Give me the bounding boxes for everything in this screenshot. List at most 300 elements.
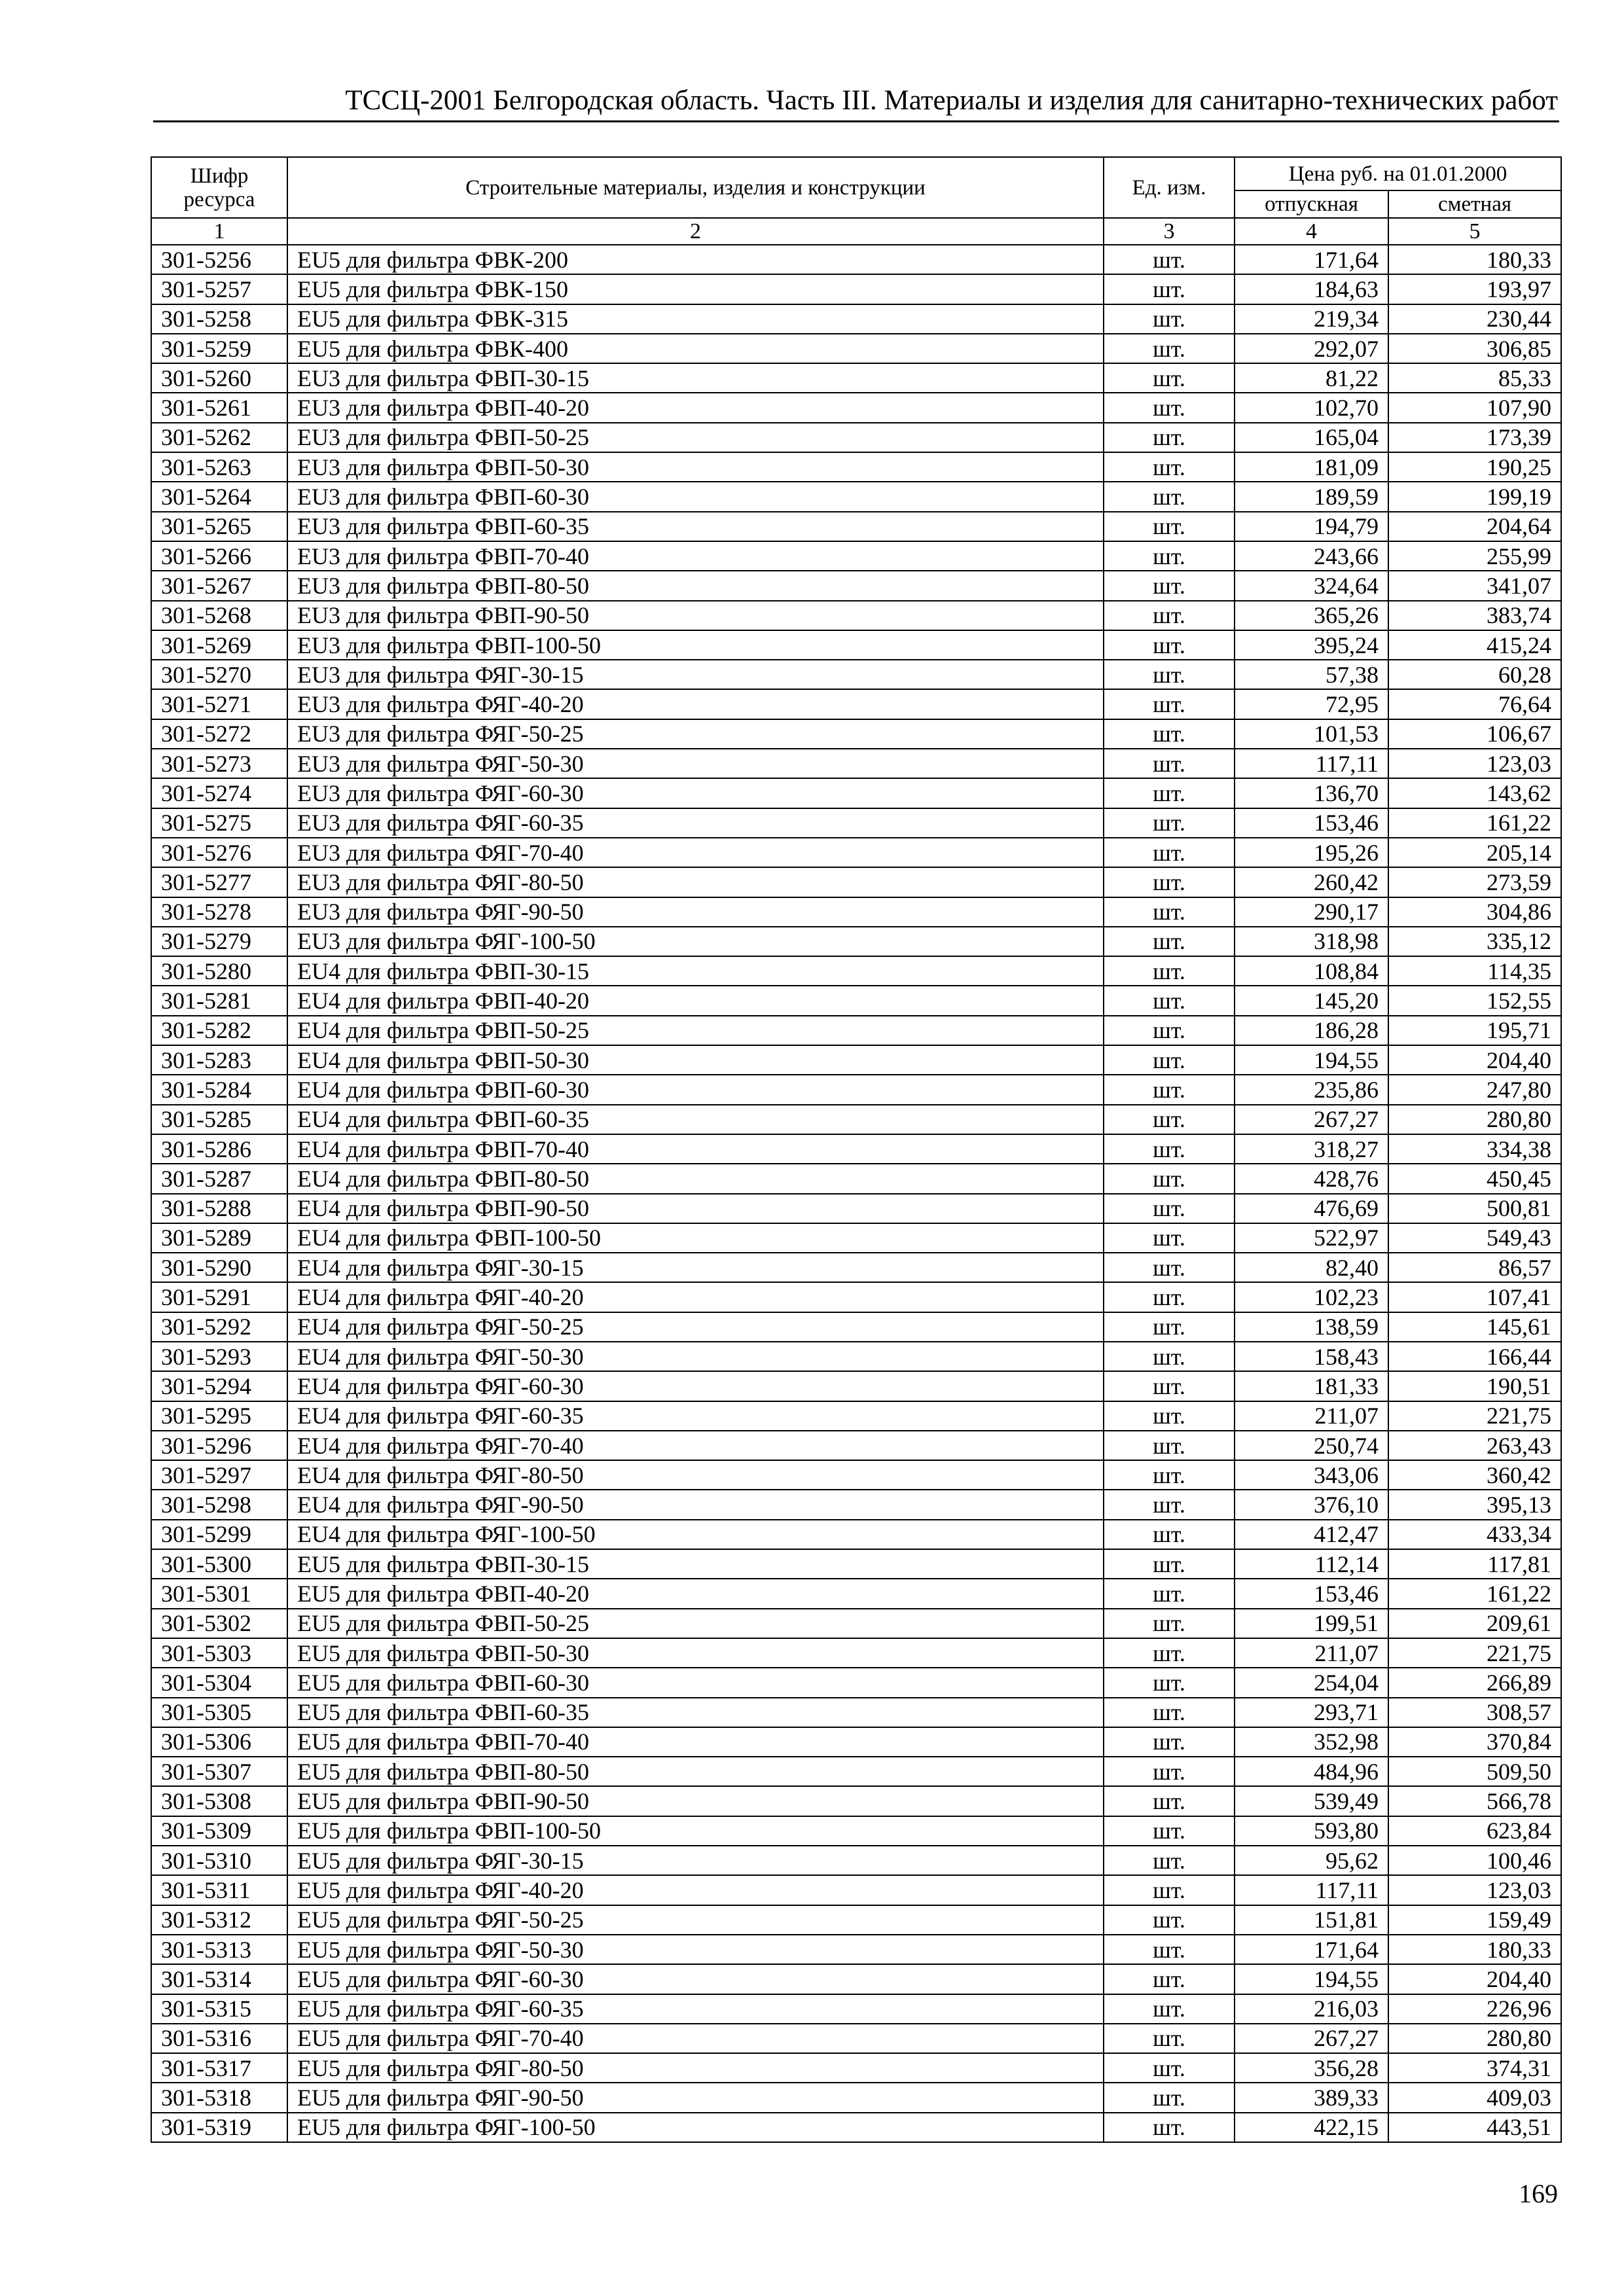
- cell-name: EU5 для фильтра ФВП-60-30: [287, 1668, 1104, 1697]
- cell-unit: шт.: [1104, 1253, 1235, 1282]
- cell-code: 301-5277: [151, 867, 287, 897]
- cell-code: 301-5315: [151, 1994, 287, 2024]
- cell-code: 301-5307: [151, 1757, 287, 1786]
- cell-price: 267,27: [1235, 2024, 1388, 2053]
- cell-code: 301-5296: [151, 1431, 287, 1460]
- cell-price: 522,97: [1235, 1223, 1388, 1253]
- cell-name: EU5 для фильтра ФВП-70-40: [287, 1727, 1104, 1757]
- cell-name: EU5 для фильтра ФВК-200: [287, 245, 1104, 274]
- cell-name: EU5 для фильтра ФВП-50-25: [287, 1609, 1104, 1638]
- cell-name: EU3 для фильтра ФВП-100-50: [287, 630, 1104, 660]
- cell-code: 301-5308: [151, 1786, 287, 1816]
- cell-code: 301-5265: [151, 512, 287, 541]
- table-row: [151, 1401, 1561, 1431]
- table-row: [151, 867, 1561, 897]
- cell-unit: шт.: [1104, 2024, 1235, 2053]
- cell-code: 301-5286: [151, 1134, 287, 1164]
- cell-unit: шт.: [1104, 1282, 1235, 1312]
- cell-price: 395,24: [1235, 630, 1388, 660]
- cell-price: 153,46: [1235, 808, 1388, 838]
- cell-estimate: 161,22: [1388, 1579, 1561, 1608]
- cell-code: 301-5310: [151, 1846, 287, 1875]
- cell-estimate: 374,31: [1388, 2053, 1561, 2083]
- cell-code: 301-5309: [151, 1816, 287, 1846]
- cell-unit: шт.: [1104, 1490, 1235, 1519]
- table-row: [151, 1016, 1561, 1045]
- table-row: [151, 1045, 1561, 1075]
- cell-code: 301-5285: [151, 1105, 287, 1134]
- cell-unit: шт.: [1104, 1342, 1235, 1371]
- cell-name: EU4 для фильтра ФВП-100-50: [287, 1223, 1104, 1253]
- cell-name: EU4 для фильтра ФЯГ-60-35: [287, 1401, 1104, 1431]
- page-number: 169: [1519, 2179, 1558, 2208]
- cell-unit: шт.: [1104, 601, 1235, 630]
- cell-unit: шт.: [1104, 1401, 1235, 1431]
- cell-estimate: 566,78: [1388, 1786, 1561, 1816]
- cell-name: EU5 для фильтра ФВП-60-35: [287, 1698, 1104, 1727]
- cell-price: 356,28: [1235, 2053, 1388, 2083]
- cell-price: 235,86: [1235, 1075, 1388, 1104]
- cell-estimate: 221,75: [1388, 1638, 1561, 1668]
- cell-unit: шт.: [1104, 956, 1235, 986]
- cell-price: 57,38: [1235, 660, 1388, 689]
- cell-unit: шт.: [1104, 1935, 1235, 1964]
- table-row: [151, 1105, 1561, 1134]
- cell-price: 194,79: [1235, 512, 1388, 541]
- cell-estimate: 395,13: [1388, 1490, 1561, 1519]
- cell-estimate: 334,38: [1388, 1134, 1561, 1164]
- cell-estimate: 152,55: [1388, 986, 1561, 1015]
- table-row: [151, 838, 1561, 867]
- cell-price: 476,69: [1235, 1194, 1388, 1223]
- cell-name: EU4 для фильтра ФВП-70-40: [287, 1134, 1104, 1164]
- table-row: [151, 1253, 1561, 1282]
- cell-name: EU4 для фильтра ФВП-60-35: [287, 1105, 1104, 1134]
- cell-price: 145,20: [1235, 986, 1388, 1015]
- cell-price: 211,07: [1235, 1401, 1388, 1431]
- cell-estimate: 166,44: [1388, 1342, 1561, 1371]
- cell-name: EU4 для фильтра ФЯГ-80-50: [287, 1460, 1104, 1490]
- cell-price: 352,98: [1235, 1727, 1388, 1757]
- cell-estimate: 190,51: [1388, 1371, 1561, 1401]
- cell-name: EU3 для фильтра ФВП-30-15: [287, 363, 1104, 393]
- table-row: [151, 1579, 1561, 1608]
- cell-price: 102,70: [1235, 393, 1388, 422]
- table-row: [151, 1075, 1561, 1104]
- cell-name: EU5 для фильтра ФВК-315: [287, 304, 1104, 334]
- cell-code: 301-5298: [151, 1490, 287, 1519]
- cell-estimate: 86,57: [1388, 1253, 1561, 1282]
- cell-unit: шт.: [1104, 1994, 1235, 2024]
- cell-price: 290,17: [1235, 897, 1388, 927]
- cell-price: 189,59: [1235, 482, 1388, 511]
- col-number-3: 3: [1104, 218, 1235, 245]
- cell-unit: шт.: [1104, 363, 1235, 393]
- cell-name: EU5 для фильтра ФЯГ-90-50: [287, 2083, 1104, 2112]
- cell-code: 301-5300: [151, 1549, 287, 1579]
- cell-price: 318,27: [1235, 1134, 1388, 1164]
- cell-estimate: 209,61: [1388, 1609, 1561, 1638]
- cell-unit: шт.: [1104, 1757, 1235, 1786]
- table-row: [151, 1698, 1561, 1727]
- cell-code: 301-5266: [151, 541, 287, 571]
- col-number-4: 4: [1235, 218, 1388, 245]
- col-header-estimate: сметная: [1388, 190, 1561, 218]
- cell-name: EU4 для фильтра ФВП-50-30: [287, 1045, 1104, 1075]
- cell-price: 199,51: [1235, 1609, 1388, 1638]
- table-row: [151, 541, 1561, 571]
- cell-price: 194,55: [1235, 1964, 1388, 1994]
- cell-unit: шт.: [1104, 393, 1235, 422]
- cell-name: EU5 для фильтра ФЯГ-50-25: [287, 1905, 1104, 1935]
- cell-estimate: 161,22: [1388, 808, 1561, 838]
- cell-code: 301-5299: [151, 1520, 287, 1549]
- cell-estimate: 308,57: [1388, 1698, 1561, 1727]
- cell-code: 301-5302: [151, 1609, 287, 1638]
- cell-estimate: 226,96: [1388, 1994, 1561, 2024]
- cell-price: 593,80: [1235, 1816, 1388, 1846]
- col-header-price-group: Цена руб. на 01.01.2000: [1235, 157, 1561, 190]
- table-row: [151, 482, 1561, 511]
- cell-code: 301-5278: [151, 897, 287, 927]
- price-table: [151, 156, 1562, 2143]
- cell-unit: шт.: [1104, 1105, 1235, 1134]
- cell-code: 301-5318: [151, 2083, 287, 2112]
- cell-code: 301-5317: [151, 2053, 287, 2083]
- cell-price: 138,59: [1235, 1312, 1388, 1342]
- table-row: [151, 1134, 1561, 1164]
- cell-code: 301-5284: [151, 1075, 287, 1104]
- cell-name: EU3 для фильтра ФЯГ-70-40: [287, 838, 1104, 867]
- cell-name: EU3 для фильтра ФЯГ-40-20: [287, 689, 1104, 719]
- cell-unit: шт.: [1104, 660, 1235, 689]
- cell-estimate: 117,81: [1388, 1549, 1561, 1579]
- cell-estimate: 204,40: [1388, 1964, 1561, 1994]
- cell-estimate: 180,33: [1388, 1935, 1561, 1964]
- cell-unit: шт.: [1104, 423, 1235, 452]
- table-row: [151, 1282, 1561, 1312]
- table-row: [151, 778, 1561, 808]
- cell-estimate: 230,44: [1388, 304, 1561, 334]
- table-row: [151, 897, 1561, 927]
- cell-code: 301-5267: [151, 571, 287, 600]
- cell-code: 301-5291: [151, 1282, 287, 1312]
- cell-name: EU3 для фильтра ФЯГ-90-50: [287, 897, 1104, 927]
- cell-price: 101,53: [1235, 719, 1388, 749]
- cell-price: 365,26: [1235, 601, 1388, 630]
- col-number-2: 2: [287, 218, 1104, 245]
- cell-unit: шт.: [1104, 245, 1235, 274]
- cell-name: EU5 для фильтра ФЯГ-60-35: [287, 1994, 1104, 2024]
- cell-price: 112,14: [1235, 1549, 1388, 1579]
- cell-estimate: 106,67: [1388, 719, 1561, 749]
- cell-unit: шт.: [1104, 482, 1235, 511]
- cell-unit: шт.: [1104, 1816, 1235, 1846]
- cell-estimate: 280,80: [1388, 2024, 1561, 2053]
- cell-price: 117,11: [1235, 1875, 1388, 1905]
- cell-name: EU3 для фильтра ФВП-50-30: [287, 452, 1104, 482]
- table-row: [151, 1668, 1561, 1697]
- cell-estimate: 383,74: [1388, 601, 1561, 630]
- col-header-code: Шифр ресурса: [151, 157, 287, 218]
- cell-name: EU3 для фильтра ФЯГ-30-15: [287, 660, 1104, 689]
- cell-code: 301-5258: [151, 304, 287, 334]
- cell-estimate: 123,03: [1388, 749, 1561, 778]
- cell-unit: шт.: [1104, 571, 1235, 600]
- cell-unit: шт.: [1104, 1727, 1235, 1757]
- col-number-5: 5: [1388, 218, 1561, 245]
- table-row: [151, 1846, 1561, 1875]
- table-row: [151, 1371, 1561, 1401]
- header-rule: [153, 120, 1559, 122]
- cell-estimate: 195,71: [1388, 1016, 1561, 1045]
- cell-estimate: 509,50: [1388, 1757, 1561, 1786]
- cell-code: 301-5274: [151, 778, 287, 808]
- cell-unit: шт.: [1104, 838, 1235, 867]
- cell-name: EU3 для фильтра ФЯГ-50-25: [287, 719, 1104, 749]
- table-row: [151, 245, 1561, 274]
- cell-unit: шт.: [1104, 334, 1235, 363]
- table-row: [151, 1194, 1561, 1223]
- cell-code: 301-5256: [151, 245, 287, 274]
- cell-code: 301-5295: [151, 1401, 287, 1431]
- cell-estimate: 341,07: [1388, 571, 1561, 600]
- cell-code: 301-5269: [151, 630, 287, 660]
- cell-name: EU5 для фильтра ФЯГ-40-20: [287, 1875, 1104, 1905]
- cell-price: 171,64: [1235, 1935, 1388, 1964]
- cell-estimate: 204,64: [1388, 512, 1561, 541]
- cell-price: 324,64: [1235, 571, 1388, 600]
- cell-estimate: 114,35: [1388, 956, 1561, 986]
- cell-unit: шт.: [1104, 1016, 1235, 1045]
- cell-price: 186,28: [1235, 1016, 1388, 1045]
- cell-unit: шт.: [1104, 1194, 1235, 1223]
- cell-name: EU3 для фильтра ФЯГ-60-35: [287, 808, 1104, 838]
- cell-code: 301-5306: [151, 1727, 287, 1757]
- cell-code: 301-5290: [151, 1253, 287, 1282]
- cell-price: 318,98: [1235, 927, 1388, 956]
- table-row: [151, 512, 1561, 541]
- cell-price: 267,27: [1235, 1105, 1388, 1134]
- cell-name: EU4 для фильтра ФЯГ-70-40: [287, 1431, 1104, 1460]
- cell-estimate: 107,41: [1388, 1282, 1561, 1312]
- table-row: [151, 956, 1561, 986]
- cell-name: EU3 для фильтра ФЯГ-80-50: [287, 867, 1104, 897]
- cell-code: 301-5264: [151, 482, 287, 511]
- cell-code: 301-5294: [151, 1371, 287, 1401]
- table-row: [151, 1905, 1561, 1935]
- cell-unit: шт.: [1104, 304, 1235, 334]
- cell-unit: шт.: [1104, 541, 1235, 571]
- table-row: [151, 1964, 1561, 1994]
- cell-name: EU5 для фильтра ФВП-100-50: [287, 1816, 1104, 1846]
- cell-price: 102,23: [1235, 1282, 1388, 1312]
- cell-name: EU3 для фильтра ФВП-70-40: [287, 541, 1104, 571]
- cell-price: 343,06: [1235, 1460, 1388, 1490]
- cell-name: EU5 для фильтра ФЯГ-50-30: [287, 1935, 1104, 1964]
- cell-unit: шт.: [1104, 689, 1235, 719]
- cell-code: 301-5287: [151, 1164, 287, 1193]
- cell-price: 136,70: [1235, 778, 1388, 808]
- cell-code: 301-5273: [151, 749, 287, 778]
- cell-unit: шт.: [1104, 1164, 1235, 1193]
- cell-unit: шт.: [1104, 1964, 1235, 1994]
- cell-price: 151,81: [1235, 1905, 1388, 1935]
- table-row: [151, 1312, 1561, 1342]
- cell-price: 181,09: [1235, 452, 1388, 482]
- col-header-name: Строительные материалы, изделия и конструкции: [287, 157, 1104, 218]
- table-row: [151, 1164, 1561, 1193]
- cell-estimate: 255,99: [1388, 541, 1561, 571]
- table-row: [151, 571, 1561, 600]
- cell-code: 301-5270: [151, 660, 287, 689]
- cell-estimate: 85,33: [1388, 363, 1561, 393]
- cell-code: 301-5272: [151, 719, 287, 749]
- cell-price: 211,07: [1235, 1638, 1388, 1668]
- cell-price: 219,34: [1235, 304, 1388, 334]
- cell-name: EU4 для фильтра ФВП-30-15: [287, 956, 1104, 986]
- cell-estimate: 304,86: [1388, 897, 1561, 927]
- cell-unit: шт.: [1104, 2113, 1235, 2142]
- cell-name: EU5 для фильтра ФВП-50-30: [287, 1638, 1104, 1668]
- cell-name: EU4 для фильтра ФВП-50-25: [287, 1016, 1104, 1045]
- table-row: [151, 1727, 1561, 1757]
- cell-unit: шт.: [1104, 1134, 1235, 1164]
- cell-code: 301-5297: [151, 1460, 287, 1490]
- cell-code: 301-5282: [151, 1016, 287, 1045]
- cell-unit: шт.: [1104, 1579, 1235, 1608]
- table-row: [151, 1994, 1561, 2024]
- cell-unit: шт.: [1104, 808, 1235, 838]
- cell-estimate: 415,24: [1388, 630, 1561, 660]
- cell-unit: шт.: [1104, 630, 1235, 660]
- cell-estimate: 433,34: [1388, 1520, 1561, 1549]
- cell-name: EU4 для фильтра ФЯГ-40-20: [287, 1282, 1104, 1312]
- table-row: [151, 1757, 1561, 1786]
- cell-price: 108,84: [1235, 956, 1388, 986]
- col-header-price: отпускная: [1235, 190, 1388, 218]
- cell-name: EU4 для фильтра ФЯГ-100-50: [287, 1520, 1104, 1549]
- table-row: [151, 304, 1561, 334]
- cell-name: EU5 для фильтра ФВП-30-15: [287, 1549, 1104, 1579]
- cell-code: 301-5268: [151, 601, 287, 630]
- cell-price: 292,07: [1235, 334, 1388, 363]
- cell-price: 165,04: [1235, 423, 1388, 452]
- cell-estimate: 266,89: [1388, 1668, 1561, 1697]
- cell-name: EU5 для фильтра ФЯГ-60-30: [287, 1964, 1104, 1994]
- cell-price: 250,74: [1235, 1431, 1388, 1460]
- cell-code: 301-5288: [151, 1194, 287, 1223]
- cell-price: 181,33: [1235, 1371, 1388, 1401]
- cell-price: 389,33: [1235, 2083, 1388, 2112]
- cell-estimate: 199,19: [1388, 482, 1561, 511]
- cell-price: 422,15: [1235, 2113, 1388, 2142]
- cell-price: 81,22: [1235, 363, 1388, 393]
- cell-unit: шт.: [1104, 1638, 1235, 1668]
- cell-price: 194,55: [1235, 1045, 1388, 1075]
- cell-unit: шт.: [1104, 1460, 1235, 1490]
- cell-name: EU3 для фильтра ФВП-50-25: [287, 423, 1104, 452]
- cell-price: 254,04: [1235, 1668, 1388, 1697]
- cell-name: EU5 для фильтра ФВК-400: [287, 334, 1104, 363]
- table-row: [151, 660, 1561, 689]
- cell-unit: шт.: [1104, 1312, 1235, 1342]
- cell-unit: шт.: [1104, 1431, 1235, 1460]
- table-row: [151, 1875, 1561, 1905]
- cell-estimate: 143,62: [1388, 778, 1561, 808]
- table-row: [151, 334, 1561, 363]
- cell-unit: шт.: [1104, 2053, 1235, 2083]
- cell-estimate: 549,43: [1388, 1223, 1561, 1253]
- cell-unit: шт.: [1104, 1520, 1235, 1549]
- table-row: [151, 601, 1561, 630]
- cell-price: 539,49: [1235, 1786, 1388, 1816]
- cell-estimate: 76,64: [1388, 689, 1561, 719]
- table-row: [151, 986, 1561, 1015]
- cell-price: 484,96: [1235, 1757, 1388, 1786]
- cell-price: 376,10: [1235, 1490, 1388, 1519]
- cell-code: 301-5261: [151, 393, 287, 422]
- page-header-title: ТССЦ-2001 Белгородская область. Часть III. Материалы и изделия для санитарно-технических работ: [345, 85, 1558, 116]
- cell-price: 243,66: [1235, 541, 1388, 571]
- table-row: [151, 452, 1561, 482]
- cell-estimate: 204,40: [1388, 1045, 1561, 1075]
- table-row: [151, 1935, 1561, 1964]
- cell-unit: шт.: [1104, 512, 1235, 541]
- cell-code: 301-5263: [151, 452, 287, 482]
- cell-estimate: 193,97: [1388, 274, 1561, 304]
- cell-estimate: 360,42: [1388, 1460, 1561, 1490]
- cell-code: 301-5313: [151, 1935, 287, 1964]
- cell-estimate: 205,14: [1388, 838, 1561, 867]
- cell-name: EU4 для фильтра ФВП-80-50: [287, 1164, 1104, 1193]
- cell-code: 301-5262: [151, 423, 287, 452]
- cell-unit: шт.: [1104, 1223, 1235, 1253]
- cell-estimate: 190,25: [1388, 452, 1561, 482]
- table-row: [151, 393, 1561, 422]
- cell-estimate: 60,28: [1388, 660, 1561, 689]
- table-row: [151, 1431, 1561, 1460]
- col-header-unit: Ед. изм.: [1104, 157, 1235, 218]
- cell-unit: шт.: [1104, 1846, 1235, 1875]
- cell-estimate: 247,80: [1388, 1075, 1561, 1104]
- cell-code: 301-5280: [151, 956, 287, 986]
- cell-estimate: 370,84: [1388, 1727, 1561, 1757]
- cell-estimate: 263,43: [1388, 1431, 1561, 1460]
- table-row: [151, 2113, 1561, 2142]
- cell-unit: шт.: [1104, 1905, 1235, 1935]
- table-row: [151, 1816, 1561, 1846]
- cell-name: EU3 для фильтра ФВП-80-50: [287, 571, 1104, 600]
- cell-unit: шт.: [1104, 1549, 1235, 1579]
- cell-name: EU4 для фильтра ФЯГ-90-50: [287, 1490, 1104, 1519]
- cell-price: 428,76: [1235, 1164, 1388, 1193]
- cell-name: EU5 для фильтра ФВП-80-50: [287, 1757, 1104, 1786]
- cell-price: 153,46: [1235, 1579, 1388, 1608]
- table-row: [151, 689, 1561, 719]
- cell-unit: шт.: [1104, 927, 1235, 956]
- cell-price: 184,63: [1235, 274, 1388, 304]
- cell-name: EU5 для фильтра ФВП-40-20: [287, 1579, 1104, 1608]
- cell-unit: шт.: [1104, 986, 1235, 1015]
- cell-name: EU5 для фильтра ФВП-90-50: [287, 1786, 1104, 1816]
- cell-unit: шт.: [1104, 1371, 1235, 1401]
- cell-name: EU3 для фильтра ФВП-40-20: [287, 393, 1104, 422]
- cell-unit: шт.: [1104, 1045, 1235, 1075]
- cell-name: EU4 для фильтра ФВП-40-20: [287, 986, 1104, 1015]
- cell-unit: шт.: [1104, 2083, 1235, 2112]
- cell-name: EU5 для фильтра ФВК-150: [287, 274, 1104, 304]
